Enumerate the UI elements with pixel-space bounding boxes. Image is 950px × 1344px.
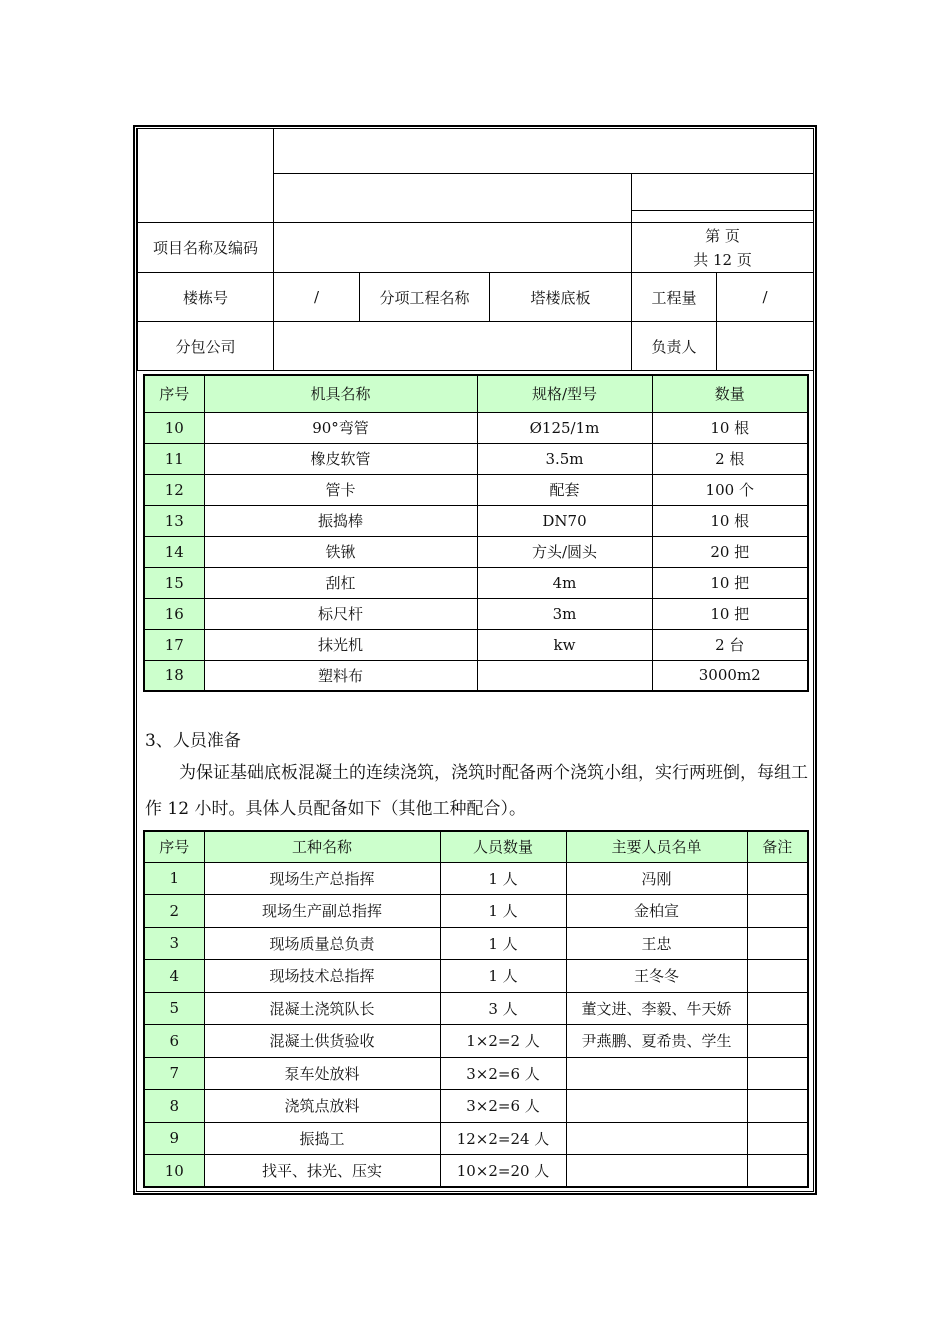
equipment-qty: 20 把	[652, 536, 808, 567]
staff-header-names: 主要人员名单	[566, 831, 747, 862]
equipment-qty: 3000m2	[652, 660, 808, 691]
equipment-qty: 2 台	[652, 629, 808, 660]
equipment-name: 刮杠	[204, 567, 477, 598]
staff-role: 振捣工	[204, 1122, 440, 1155]
equipment-header-name: 机具名称	[204, 375, 477, 412]
equipment-table	[143, 374, 809, 692]
staff-index: 10	[144, 1155, 204, 1188]
subitem-value: 塔楼底板	[490, 273, 632, 322]
section-paragraph	[145, 755, 809, 827]
staff-table	[143, 830, 809, 1188]
equipment-spec: 4m	[477, 567, 652, 598]
table-row	[144, 474, 808, 505]
equipment-index: 18	[144, 660, 204, 691]
staff-count: 3×2=6 人	[440, 1090, 566, 1123]
staff-index: 4	[144, 960, 204, 993]
staff-index: 5	[144, 992, 204, 1025]
equipment-spec: DN70	[477, 505, 652, 536]
equipment-name: 橡皮软管	[204, 443, 477, 474]
equipment-qty: 10 根	[652, 412, 808, 443]
table-row	[144, 927, 808, 960]
equipment-header-row	[144, 375, 808, 412]
quantity-label: 工程量	[632, 273, 717, 322]
table-row	[144, 412, 808, 443]
staff-count: 10×2=20 人	[440, 1155, 566, 1188]
equipment-name: 90°弯管	[204, 412, 477, 443]
table-row	[144, 895, 808, 928]
staff-notes	[747, 1155, 808, 1188]
staff-role: 混凝土供货验收	[204, 1025, 440, 1058]
staff-header-row	[144, 831, 808, 862]
building-value: /	[274, 273, 360, 322]
staff-header-index: 序号	[144, 831, 204, 862]
staff-notes	[747, 1090, 808, 1123]
table-row	[144, 660, 808, 691]
staff-names: 王冬冬	[566, 960, 747, 993]
staff-count: 1×2=2 人	[440, 1025, 566, 1058]
equipment-spec: 3m	[477, 598, 652, 629]
staff-header-count: 人员数量	[440, 831, 566, 862]
staff-names: 冯刚	[566, 862, 747, 895]
equipment-index: 10	[144, 412, 204, 443]
staff-count: 3 人	[440, 992, 566, 1025]
equipment-spec: Ø125/1m	[477, 412, 652, 443]
equipment-name: 管卡	[204, 474, 477, 505]
table-row	[144, 960, 808, 993]
project-value[interactable]	[274, 223, 632, 273]
equipment-qty: 100 个	[652, 474, 808, 505]
staff-notes	[747, 862, 808, 895]
staff-names	[566, 1155, 747, 1188]
equipment-name: 标尺杆	[204, 598, 477, 629]
section-title: 3、人员准备	[145, 731, 241, 751]
equipment-spec: 方头/圆头	[477, 536, 652, 567]
staff-notes	[747, 1025, 808, 1058]
staff-role: 现场生产总指挥	[204, 862, 440, 895]
staff-index: 9	[144, 1122, 204, 1155]
subtitle-cell	[274, 174, 632, 223]
staff-header-role: 工种名称	[204, 831, 440, 862]
equipment-index: 16	[144, 598, 204, 629]
table-row	[144, 1155, 808, 1188]
table-row	[144, 862, 808, 895]
header-form-table	[137, 128, 814, 371]
staff-role: 现场质量总负责	[204, 927, 440, 960]
equipment-index: 17	[144, 629, 204, 660]
staff-index: 6	[144, 1025, 204, 1058]
equipment-name: 塑料布	[204, 660, 477, 691]
staff-names: 尹燕鹏、夏希贵、学生	[566, 1025, 747, 1058]
meta-cell	[632, 174, 814, 223]
staff-notes	[747, 960, 808, 993]
equipment-qty: 10 把	[652, 567, 808, 598]
staff-role: 现场生产副总指挥	[204, 895, 440, 928]
table-row	[144, 505, 808, 536]
equipment-index: 14	[144, 536, 204, 567]
table-row	[144, 1090, 808, 1123]
staff-count: 12×2=24 人	[440, 1122, 566, 1155]
subcontractor-label: 分包公司	[138, 322, 274, 371]
table-row	[144, 1057, 808, 1090]
staff-role: 混凝土浇筑队长	[204, 992, 440, 1025]
equipment-name: 铁锹	[204, 536, 477, 567]
staff-role: 泵车处放料	[204, 1057, 440, 1090]
staff-names: 王忠	[566, 927, 747, 960]
staff-index: 1	[144, 862, 204, 895]
equipment-index: 15	[144, 567, 204, 598]
staff-count: 1 人	[440, 960, 566, 993]
staff-index: 3	[144, 927, 204, 960]
staff-count: 1 人	[440, 927, 566, 960]
equipment-index: 11	[144, 443, 204, 474]
logo-cell	[138, 129, 274, 223]
equipment-header-spec: 规格/型号	[477, 375, 652, 412]
subitem-label: 分项工程名称	[360, 273, 490, 322]
page-line1: 第 页	[705, 226, 740, 245]
subcontractor-value[interactable]	[274, 322, 632, 371]
staff-names	[566, 1057, 747, 1090]
equipment-name: 振捣棒	[204, 505, 477, 536]
page-line2: 共 12 页	[693, 250, 752, 269]
paragraph-text: 为保证基础底板混凝土的连续浇筑，浇筑时配备两个浇筑小组，实行两班倒，每组工作 12 小时。具体人员配备如下（其他工种配合）。	[145, 763, 808, 819]
building-label: 楼栋号	[138, 273, 274, 322]
equipment-qty: 2 根	[652, 443, 808, 474]
staff-notes	[747, 1122, 808, 1155]
title-cell	[274, 129, 814, 174]
table-row	[144, 567, 808, 598]
equipment-header-qty: 数量	[652, 375, 808, 412]
page-number-cell	[632, 223, 814, 273]
table-row	[144, 992, 808, 1025]
staff-names: 董文进、李毅、牛天娇	[566, 992, 747, 1025]
equipment-index: 12	[144, 474, 204, 505]
equipment-spec: 配套	[477, 474, 652, 505]
equipment-header-index: 序号	[144, 375, 204, 412]
staff-index: 8	[144, 1090, 204, 1123]
staff-names: 金柏宣	[566, 895, 747, 928]
equipment-spec: kw	[477, 629, 652, 660]
staff-notes	[747, 992, 808, 1025]
staff-names	[566, 1090, 747, 1123]
equipment-qty: 10 根	[652, 505, 808, 536]
staff-notes	[747, 1057, 808, 1090]
staff-count: 3×2=6 人	[440, 1057, 566, 1090]
project-label: 项目名称及编码	[138, 223, 274, 273]
staff-count: 1 人	[440, 862, 566, 895]
table-row	[144, 598, 808, 629]
table-row	[144, 536, 808, 567]
equipment-spec	[477, 660, 652, 691]
staff-role: 浇筑点放料	[204, 1090, 440, 1123]
staff-role: 现场技术总指挥	[204, 960, 440, 993]
responsible-label: 负责人	[632, 322, 717, 371]
staff-index: 2	[144, 895, 204, 928]
equipment-spec: 3.5m	[477, 443, 652, 474]
responsible-value[interactable]	[717, 322, 814, 371]
staff-index: 7	[144, 1057, 204, 1090]
table-row	[144, 1122, 808, 1155]
table-row	[144, 443, 808, 474]
staff-count: 1 人	[440, 895, 566, 928]
staff-notes	[747, 895, 808, 928]
equipment-qty: 10 把	[652, 598, 808, 629]
staff-names	[566, 1122, 747, 1155]
staff-role: 找平、抹光、压实	[204, 1155, 440, 1188]
staff-header-notes: 备注	[747, 831, 808, 862]
staff-notes	[747, 927, 808, 960]
table-row	[144, 1025, 808, 1058]
quantity-value: /	[717, 273, 814, 322]
table-row	[144, 629, 808, 660]
equipment-name: 抹光机	[204, 629, 477, 660]
equipment-index: 13	[144, 505, 204, 536]
